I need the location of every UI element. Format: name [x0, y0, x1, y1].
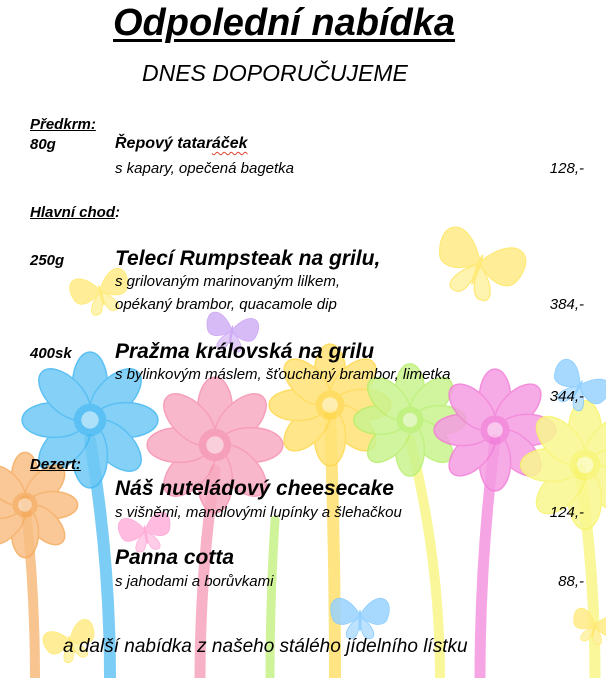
starter-dish-price: 128,-: [549, 160, 584, 177]
main-heading: [30, 204, 120, 221]
starter-dish-name-main: Řepový tatar: [115, 135, 212, 152]
page-subtitle: DNES DOPORUČUJEME: [142, 60, 408, 86]
dessert-2-description: s jahodami a borůvkami: [115, 573, 274, 590]
starter-dish-name-suffix: áček: [211, 135, 248, 152]
main-2-quantity: 400sk: [30, 345, 72, 362]
dessert-1-description: s višněmi, mandlovými lupínky a šlehačkou: [115, 504, 402, 521]
dessert-2-price: 88,-: [558, 573, 584, 590]
footer-note: a další nabídka z našeho stálého jídelního lístku: [63, 636, 468, 657]
main-2-description: s bylinkovým máslem, šťouchaný brambor, limetka: [115, 366, 451, 383]
main-heading-colon: :: [115, 204, 121, 221]
main-1-price: 384,-: [549, 296, 584, 313]
main-1-description-line2: opékaný brambor, quacamole dip: [115, 296, 337, 313]
starter-dish-description: s kapary, opečená bagetka: [115, 160, 295, 177]
main-heading-text: Hlavní chod: [30, 204, 116, 221]
page-title: Odpolední nabídka: [113, 2, 456, 44]
main-1-description-line1: s grilovaným marinovaným lilkem,: [115, 273, 341, 290]
dessert-1-price: 124,-: [549, 504, 584, 521]
main-1-dish-name: Telecí Rumpsteak na grilu,: [115, 247, 381, 270]
main-2-price: 344,-: [549, 388, 584, 405]
starter-dish-name: [115, 135, 248, 153]
starter-heading: Předkrm:: [30, 116, 96, 133]
main-1-quantity: 250g: [30, 252, 65, 269]
dessert-2-dish-name: Panna cotta: [115, 546, 235, 569]
main-2-dish-name: Pražma královská na grilu: [115, 340, 375, 363]
dessert-heading: Dezert:: [30, 456, 81, 473]
dessert-1-dish-name: Náš nuteládový cheesecake: [115, 477, 394, 500]
starter-quantity: 80g: [30, 136, 56, 153]
